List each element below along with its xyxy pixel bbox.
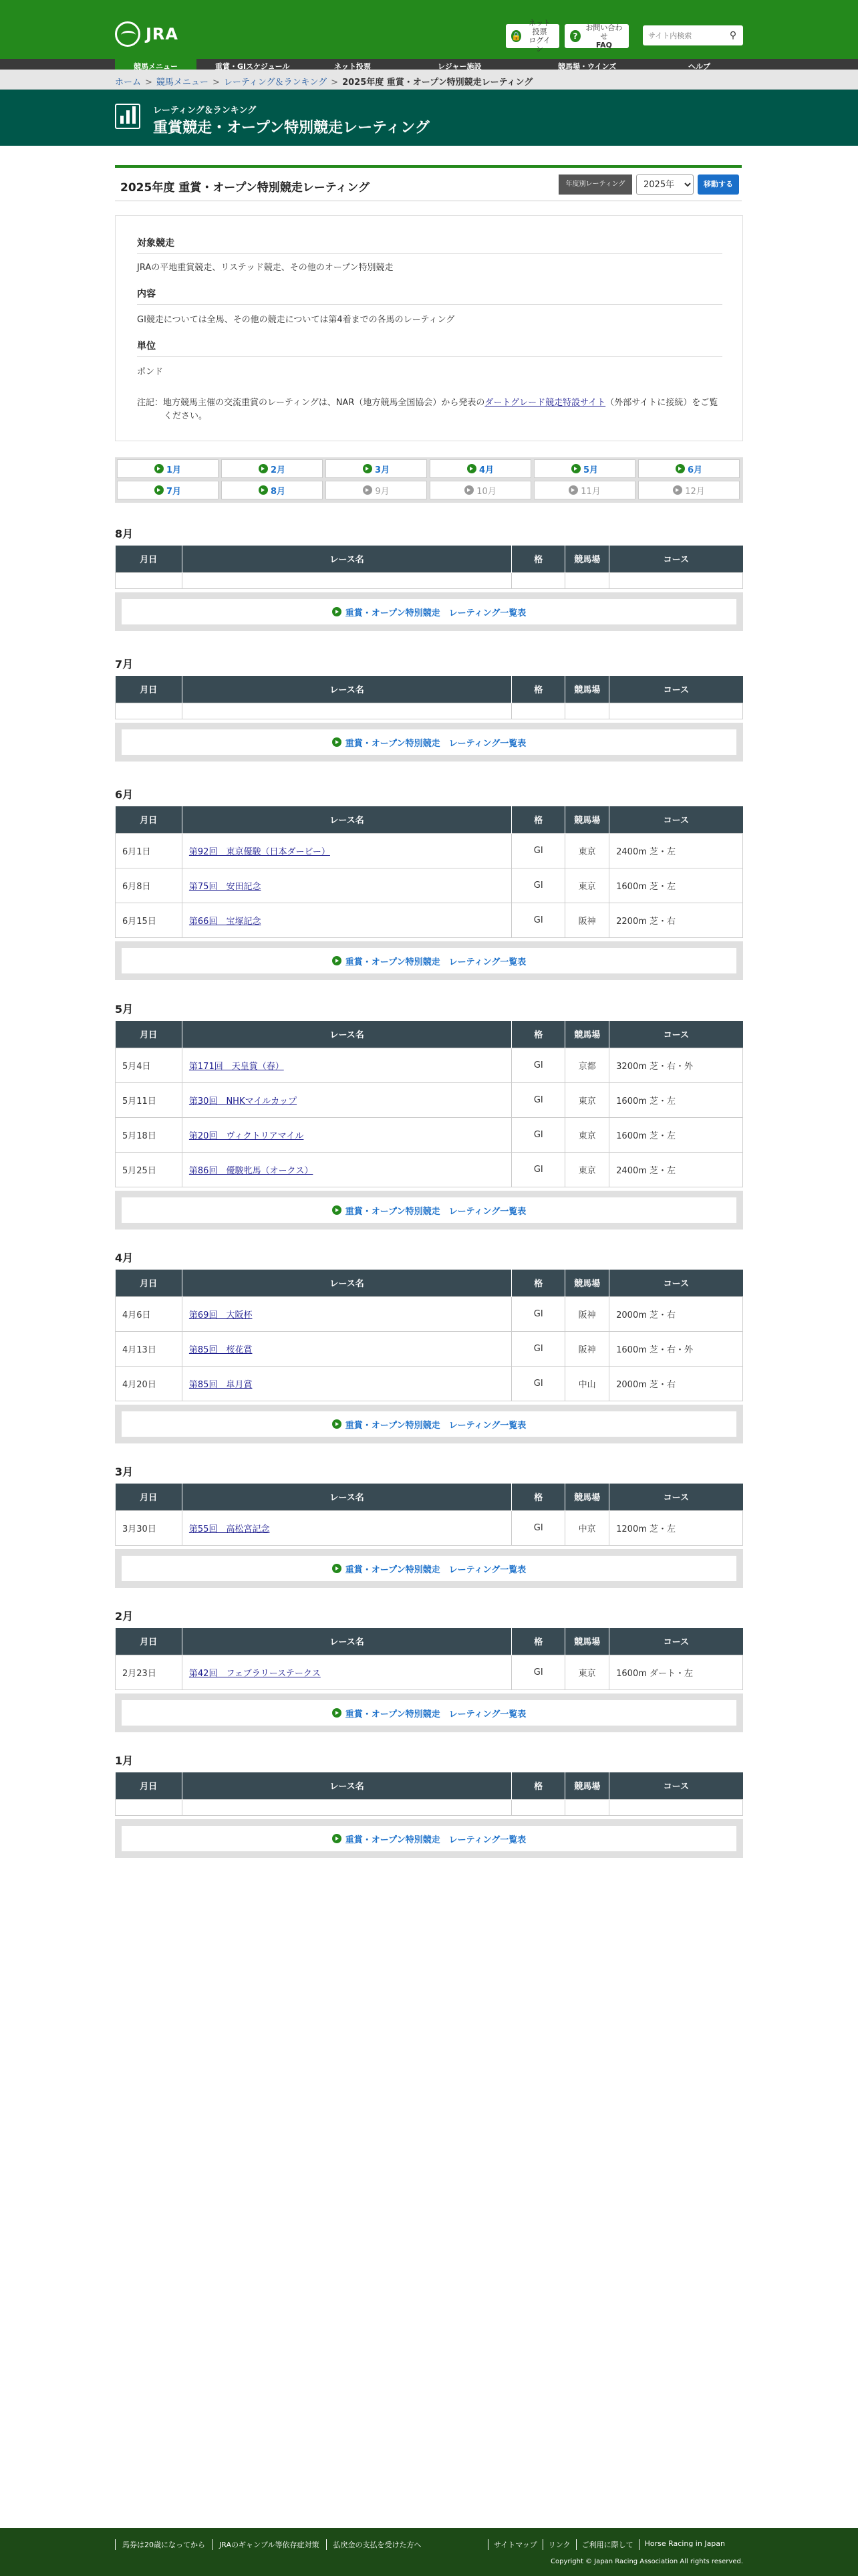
race-date: 5月11日 [116, 1082, 182, 1117]
rating-list-link-box [115, 723, 743, 762]
column-header: レース名 [182, 1772, 511, 1799]
arrow-circle-icon [676, 464, 685, 473]
table-row [116, 1366, 743, 1401]
column-header: レース名 [182, 1021, 511, 1048]
arrow-circle-icon [154, 464, 164, 473]
column-header: 格 [512, 1772, 565, 1799]
arrow-circle-icon [363, 464, 372, 473]
month-heading: 4月 [115, 1252, 134, 1264]
column-header: 格 [512, 1628, 565, 1655]
race-name-link[interactable]: 第55回 高松宮記念 [188, 1524, 270, 1534]
column-header: 格 [512, 806, 565, 833]
nav-item-0[interactable]: 競馬メニュー [115, 59, 196, 70]
arrow-circle-icon [332, 1708, 341, 1718]
login-bottom: ログイン [529, 36, 551, 53]
race-table [115, 676, 743, 719]
racecourse: 東京 [565, 1082, 609, 1117]
year-select-label: 年度別レーティング [559, 174, 632, 195]
footer-link[interactable]: リンク [543, 2539, 576, 2550]
footer-link[interactable]: 馬券は20歳になってから [115, 2539, 212, 2550]
race-name-link[interactable]: 第85回 桜花賞 [188, 1344, 253, 1355]
column-header: 月日 [116, 1628, 182, 1655]
race-table [115, 806, 743, 938]
month-tab-label: 1月 [166, 465, 182, 475]
race-name-link[interactable]: 第30回 NHKマイルカップ [188, 1096, 297, 1106]
race-name-link[interactable]: 第66回 宝塚記念 [188, 916, 261, 927]
year-bar [115, 165, 742, 201]
course: 1200m 芝・左 [609, 1510, 743, 1545]
arrow-circle-icon [363, 485, 372, 495]
race-date: 4月20日 [116, 1366, 182, 1401]
rating-list-link-box [115, 592, 743, 631]
table-row [116, 1296, 743, 1331]
racecourse: 東京 [565, 1117, 609, 1152]
site-footer [0, 2528, 858, 2576]
racecourse: 阪神 [565, 1331, 609, 1366]
race-date: 5月25日 [116, 1152, 182, 1187]
month-tab-label: 4月 [478, 465, 494, 475]
course: 1600m 芝・左 [609, 1117, 743, 1152]
column-header: レース名 [182, 806, 511, 833]
rating-list-button[interactable] [122, 1556, 736, 1581]
racecourse: 東京 [565, 868, 609, 903]
arrow-circle-icon [154, 485, 164, 495]
month-tab-label: 10月 [476, 486, 496, 497]
search-input[interactable] [643, 26, 723, 45]
month-tab-5[interactable] [534, 459, 635, 478]
lock-icon: 🔒 [511, 31, 521, 41]
course: 1600m ダート・左 [609, 1655, 743, 1689]
column-header: コース [609, 806, 743, 833]
arrow-circle-icon [332, 607, 341, 616]
column-header: 月日 [116, 806, 182, 833]
nav-item-6[interactable]: ヘルプ [688, 62, 710, 70]
table-row [116, 1655, 743, 1689]
column-header: 競馬場 [565, 546, 609, 572]
question-icon: ? [570, 30, 581, 42]
month-tab-12 [638, 481, 740, 499]
table-row [116, 868, 743, 903]
race-date: 4月13日 [116, 1331, 182, 1366]
race-table [115, 1270, 743, 1401]
rating-list-label: 重賞・オープン特別競走 レーティング一覧表 [345, 957, 527, 967]
race-grade: GI [512, 833, 565, 868]
footer-link[interactable]: Horse Racing in Japan [639, 2539, 730, 2550]
column-header: レース名 [182, 1270, 511, 1296]
month-tabs [115, 457, 743, 503]
faq-button[interactable] [565, 24, 629, 48]
race-name-link[interactable]: 第20回 ヴィクトリアマイル [188, 1131, 304, 1141]
month-tab-2[interactable] [221, 459, 323, 478]
column-header: コース [609, 546, 743, 572]
racecourse: 東京 [565, 833, 609, 868]
rating-list-label: 重賞・オープン特別競走 レーティング一覧表 [345, 608, 527, 618]
month-heading: 1月 [115, 1754, 134, 1767]
race-table [115, 1628, 743, 1690]
month-tab-3[interactable] [325, 459, 427, 478]
rating-list-button[interactable] [122, 599, 736, 624]
footer-link[interactable]: JRAのギャンブル等依存症対策 [212, 2539, 326, 2550]
table-row [116, 703, 743, 719]
column-header: 月日 [116, 676, 182, 703]
nav-item-3[interactable]: レジャー施設 [438, 62, 482, 70]
course: 1600m 芝・右・外 [609, 1331, 743, 1366]
rating-list-label: 重賞・オープン特別競走 レーティング一覧表 [345, 1709, 527, 1720]
faq-bottom: FAQ [595, 40, 612, 49]
rating-list-label: 重賞・オープン特別競走 レーティング一覧表 [345, 738, 527, 749]
dirt-grade-link[interactable]: ダートグレード競走特設サイト [484, 398, 606, 408]
column-header: 格 [512, 1021, 565, 1048]
copyright: Copyright © Japan Racing Association All rights reserved. [551, 2558, 743, 2565]
year-heading: 2025年度 重賞・オープン特別競走レーティング [120, 181, 370, 195]
nav-item-2[interactable]: ネット投票 [334, 62, 371, 70]
race-grade: GI [512, 1296, 565, 1331]
table-row [116, 1152, 743, 1187]
arrow-circle-icon [332, 1419, 341, 1429]
race-table [115, 1021, 743, 1187]
rating-list-button[interactable] [122, 729, 736, 755]
column-header: 格 [512, 1484, 565, 1510]
target-label: 対象競走 [137, 236, 722, 254]
race-grade: GI [512, 1082, 565, 1117]
column-header: レース名 [182, 1484, 511, 1510]
race-name-link[interactable]: 第75回 安田記念 [188, 881, 261, 892]
column-header: 競馬場 [565, 1270, 609, 1296]
month-tab-11 [534, 481, 635, 499]
table-row [116, 1082, 743, 1117]
content-label: 内容 [137, 287, 722, 305]
net-vote-login-button[interactable] [506, 19, 559, 53]
column-header: 格 [512, 676, 565, 703]
month-tab-9 [325, 481, 427, 499]
race-date: 6月1日 [116, 833, 182, 868]
arrow-circle-icon [673, 485, 682, 495]
rating-list-label: 重賞・オープン特別競走 レーティング一覧表 [345, 1564, 527, 1575]
unit-text: ポンド [137, 367, 164, 377]
column-header: コース [609, 1270, 743, 1296]
race-grade: GI [512, 1510, 565, 1545]
month-tab-8[interactable] [221, 481, 323, 499]
page-subtitle: レーティング＆ランキング [153, 106, 257, 116]
course: 2400m 芝・左 [609, 833, 743, 868]
race-grade: GI [512, 868, 565, 903]
column-header: 競馬場 [565, 806, 609, 833]
arrow-circle-icon [464, 485, 474, 495]
racecourse: 東京 [565, 1152, 609, 1187]
rating-list-button[interactable] [122, 948, 736, 973]
column-header: 競馬場 [565, 1772, 609, 1799]
month-heading: 6月 [115, 788, 134, 801]
rating-list-link-box [115, 1693, 743, 1732]
arrow-circle-icon [259, 485, 268, 495]
breadcrumb-home[interactable]: ホーム [115, 78, 142, 88]
racecourse: 中山 [565, 1366, 609, 1401]
month-tab-1[interactable] [117, 459, 219, 478]
column-header: コース [609, 676, 743, 703]
arrow-circle-icon [467, 464, 476, 473]
column-header: 格 [512, 546, 565, 572]
footer-link[interactable]: 払戻金の支払を受けた方へ [326, 2539, 428, 2550]
rating-list-link-box [115, 1549, 743, 1588]
column-header: レース名 [182, 676, 511, 703]
race-date: 5月4日 [116, 1048, 182, 1082]
racecourse: 中京 [565, 1510, 609, 1545]
breadcrumb-menu[interactable]: 競馬メニュー [156, 78, 208, 88]
rating-list-label: 重賞・オープン特別競走 レーティング一覧表 [345, 1420, 527, 1431]
course: 1600m 芝・左 [609, 868, 743, 903]
table-row [116, 903, 743, 937]
site-header [0, 0, 858, 59]
race-grade: GI [512, 1048, 565, 1082]
race-grade: GI [512, 1655, 565, 1689]
rating-list-button[interactable] [122, 1700, 736, 1726]
arrow-circle-icon [332, 956, 341, 965]
arrow-circle-icon [332, 1834, 341, 1843]
month-tab-label: 6月 [687, 465, 703, 475]
race-name-link[interactable]: 第69回 大阪杯 [188, 1310, 253, 1320]
rating-list-link-box [115, 941, 743, 980]
race-date: 2月23日 [116, 1655, 182, 1689]
page-title: 重賞競走・オープン特別競走レーティング [153, 120, 430, 136]
table-row [116, 1117, 743, 1152]
table-row [116, 572, 743, 588]
column-header: 月日 [116, 1484, 182, 1510]
arrow-circle-icon [332, 737, 341, 747]
month-heading: 3月 [115, 1466, 134, 1478]
horse-logo-icon [115, 21, 140, 47]
racecourse: 阪神 [565, 1296, 609, 1331]
column-header: レース名 [182, 1628, 511, 1655]
rating-list-button[interactable] [122, 1826, 736, 1851]
year-select[interactable] [636, 174, 694, 195]
table-row [116, 1331, 743, 1366]
column-header: 月日 [116, 1021, 182, 1048]
course: 2000m 芝・右 [609, 1296, 743, 1331]
course: 2000m 芝・右 [609, 1366, 743, 1401]
arrow-circle-icon [332, 1205, 341, 1215]
race-date: 6月15日 [116, 903, 182, 937]
rating-list-label: 重賞・オープン特別競走 レーティング一覧表 [345, 1206, 527, 1217]
note-text: 注記：地方競馬主催の交流重賞のレーティングは、NAR（地方競馬全国協会）から発表のダートグレード競走特設サイト（外部サイトに接続）をご覧ください。 [137, 398, 718, 421]
month-tab-label: 5月 [583, 465, 599, 475]
month-tab-7[interactable] [117, 481, 219, 499]
race-table [115, 546, 743, 589]
course: 3200m 芝・右・外 [609, 1048, 743, 1082]
race-name-link[interactable]: 第85回 皐月賞 [188, 1379, 253, 1390]
course: 2400m 芝・左 [609, 1152, 743, 1187]
nav-item-5[interactable]: 競馬場・ウインズ [558, 62, 617, 70]
month-tab-label: 3月 [374, 465, 390, 475]
year-submit-button[interactable]: 移動する [698, 174, 739, 195]
course: 1600m 芝・左 [609, 1082, 743, 1117]
month-heading: 5月 [115, 1003, 134, 1016]
column-header: コース [609, 1772, 743, 1799]
race-grade: GI [512, 1366, 565, 1401]
info-box [115, 215, 743, 441]
column-header: コース [609, 1484, 743, 1510]
month-tab-4[interactable] [430, 459, 531, 478]
month-tab-10 [430, 481, 531, 499]
race-date: 6月8日 [116, 868, 182, 903]
rating-list-link-box [115, 1191, 743, 1230]
column-header: 月日 [116, 1270, 182, 1296]
page-title-band [0, 90, 858, 146]
race-name-link[interactable]: 第42回 フェブラリーステークス [188, 1668, 321, 1679]
global-nav [0, 59, 858, 70]
race-grade: GI [512, 1152, 565, 1187]
login-top: ネット投票 [528, 19, 551, 36]
column-header: 競馬場 [565, 1021, 609, 1048]
race-table [115, 1772, 743, 1816]
column-header: 競馬場 [565, 676, 609, 703]
race-date: 3月30日 [116, 1510, 182, 1545]
jra-logo[interactable] [115, 21, 178, 47]
breadcrumb-current: 2025年度 重賞・オープン特別競走レーティング [342, 78, 533, 88]
month-tab-label: 11月 [581, 486, 601, 497]
race-grade: GI [512, 903, 565, 937]
table-row [116, 1048, 743, 1082]
column-header: コース [609, 1628, 743, 1655]
month-tab-label: 9月 [375, 486, 390, 497]
unit-label: 単位 [137, 339, 722, 357]
arrow-circle-icon [259, 464, 268, 473]
race-grade: GI [512, 1331, 565, 1366]
month-heading: 8月 [115, 528, 134, 540]
search-icon[interactable]: ⚲ [729, 30, 737, 41]
race-table [115, 1484, 743, 1546]
race-grade: GI [512, 1117, 565, 1152]
target-text: JRAの平地重賞競走、リステッド競走、その他のオープン特別競走 [137, 263, 394, 273]
table-row [116, 1510, 743, 1545]
arrow-circle-icon [332, 1564, 341, 1573]
race-date: 4月6日 [116, 1296, 182, 1331]
site-search [643, 25, 743, 45]
rating-list-link-box [115, 1405, 743, 1443]
rating-list-button[interactable] [122, 1411, 736, 1437]
nav-item-1[interactable]: 重賞・GIスケジュール [215, 62, 290, 70]
faq-top: お問い合わせ [585, 23, 623, 41]
arrow-circle-icon [571, 464, 581, 473]
table-row [116, 833, 743, 868]
race-date: 5月18日 [116, 1117, 182, 1152]
month-tab-label: 8月 [270, 486, 286, 497]
column-header: コース [609, 1021, 743, 1048]
breadcrumb: ホーム > 競馬メニュー > レーティング＆ランキング > 2025年度 重賞・オープン特別競走レーティング [0, 70, 858, 90]
month-tab-label: 12月 [685, 486, 705, 497]
month-heading: 2月 [115, 1610, 134, 1623]
racecourse: 阪神 [565, 903, 609, 937]
rating-list-button[interactable] [122, 1197, 736, 1223]
month-tab-label: 7月 [166, 486, 182, 497]
course: 2200m 芝・右 [609, 903, 743, 937]
footer-link[interactable]: サイトマップ [488, 2539, 543, 2550]
race-name-link[interactable]: 第171回 天皇賞（春） [188, 1061, 284, 1072]
column-header: 競馬場 [565, 1628, 609, 1655]
rating-list-label: 重賞・オープン特別競走 レーティング一覧表 [345, 1835, 527, 1845]
column-header: レース名 [182, 546, 511, 572]
column-header: 競馬場 [565, 1484, 609, 1510]
race-name-link[interactable]: 第86回 優駿牝馬（オークス） [188, 1165, 313, 1176]
column-header: 月日 [116, 546, 182, 572]
month-tab-label: 2月 [270, 465, 286, 475]
content-text: GI競走については全馬、その他の競走については第4着までの各馬のレーティング [137, 315, 455, 325]
rating-list-link-box [115, 1819, 743, 1858]
column-header: 格 [512, 1270, 565, 1296]
footer-link[interactable]: ご利用に際して [576, 2539, 639, 2550]
logo-text: JRA [146, 25, 178, 43]
column-header: 月日 [116, 1772, 182, 1799]
table-row [116, 1799, 743, 1815]
bar-chart-icon [115, 104, 140, 129]
racecourse: 東京 [565, 1655, 609, 1689]
breadcrumb-rating[interactable]: レーティング＆ランキング [223, 78, 327, 88]
race-name-link[interactable]: 第92回 東京優駿（日本ダービー） [188, 846, 330, 857]
month-heading: 7月 [115, 658, 134, 671]
month-tab-6[interactable] [638, 459, 740, 478]
arrow-circle-icon [569, 485, 578, 495]
racecourse: 京都 [565, 1048, 609, 1082]
